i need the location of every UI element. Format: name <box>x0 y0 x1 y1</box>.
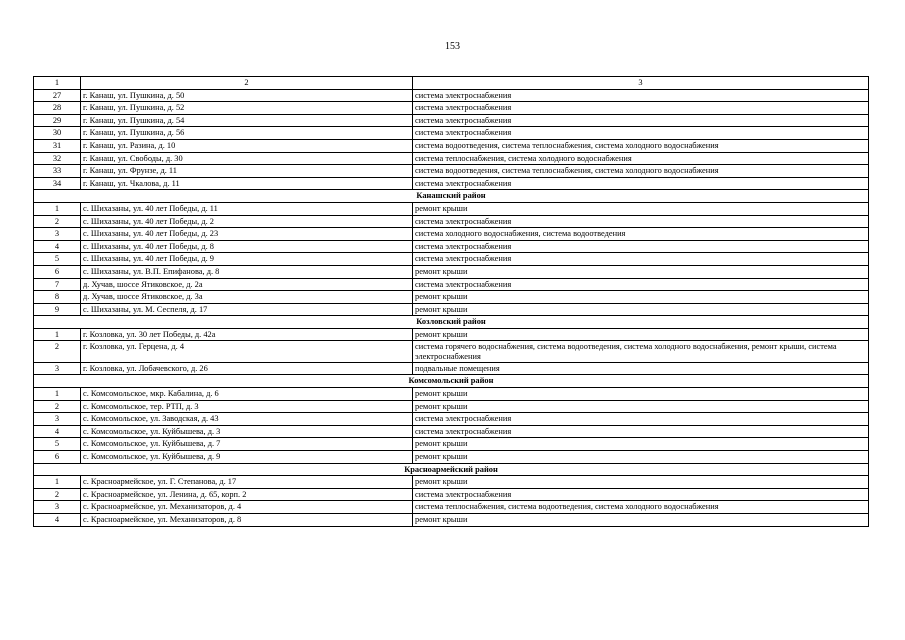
row-work-type: система горячего водоснабжения, система водоотведения, система холодного водоснабжения, ремонт крыши, система электроснабжения <box>413 341 869 362</box>
register-table <box>33 76 869 527</box>
table-row <box>34 215 869 228</box>
row-address: с. Шихазаны, ул. 40 лет Победы, д. 8 <box>81 240 413 253</box>
row-work-type: система водоотведения, система теплоснабжения, система холодного водоснабжения <box>413 139 869 152</box>
row-address: с. Красноармейское, ул. Г. Степанова, д. 17 <box>81 476 413 489</box>
row-work-type: система электроснабжения <box>413 89 869 102</box>
row-work-type: система холодного водоснабжения, система водоотведения <box>413 228 869 241</box>
row-address: г. Козловка, ул. Герцена, д. 4 <box>81 341 413 362</box>
row-address: г. Козловка, ул. Лобачевского, д. 26 <box>81 362 413 375</box>
row-work-type: система электроснабжения <box>413 253 869 266</box>
row-work-type: ремонт крыши <box>413 476 869 489</box>
row-work-type: ремонт крыши <box>413 303 869 316</box>
row-work-type: ремонт крыши <box>413 202 869 215</box>
table-row <box>34 513 869 526</box>
row-address: с. Красноармейское, ул. Механизаторов, д. 4 <box>81 501 413 514</box>
row-work-type: ремонт крыши <box>413 387 869 400</box>
row-address: г. Канаш, ул. Фрунзе, д. 11 <box>81 165 413 178</box>
column-number-1: 1 <box>34 77 81 90</box>
row-work-type: система электроснабжения <box>413 114 869 127</box>
row-address: с. Шихазаны, ул. В.П. Епифанова, д. 8 <box>81 265 413 278</box>
row-work-type: ремонт крыши <box>413 513 869 526</box>
row-number: 2 <box>34 400 81 413</box>
row-number: 4 <box>34 513 81 526</box>
table-row <box>34 450 869 463</box>
row-number: 27 <box>34 89 81 102</box>
table-row <box>34 265 869 278</box>
row-number: 34 <box>34 177 81 190</box>
table-row <box>34 240 869 253</box>
table-row <box>34 362 869 375</box>
column-number-2: 2 <box>81 77 413 90</box>
table-row <box>34 177 869 190</box>
row-address: с. Комсомольское, мкр. Кабалина, д. 6 <box>81 387 413 400</box>
district-name: Комсомольский район <box>34 375 869 388</box>
table-row <box>34 438 869 451</box>
row-address: с. Комсомольское, ул. Куйбышева, д. 9 <box>81 450 413 463</box>
table-row <box>34 413 869 426</box>
row-number: 30 <box>34 127 81 140</box>
table-row <box>34 501 869 514</box>
row-number: 1 <box>34 202 81 215</box>
table-row <box>34 228 869 241</box>
row-work-type: система электроснабжения <box>413 488 869 501</box>
table-row <box>34 291 869 304</box>
table-row <box>34 202 869 215</box>
district-heading-row <box>34 463 869 476</box>
row-number: 8 <box>34 291 81 304</box>
table-row <box>34 127 869 140</box>
row-address: г. Канаш, ул. Чкалова, д. 11 <box>81 177 413 190</box>
column-number-row <box>34 77 869 90</box>
row-address: г. Канаш, ул. Пушкина, д. 54 <box>81 114 413 127</box>
table-row <box>34 387 869 400</box>
row-address: с. Комсомольское, ул. Куйбышева, д. 7 <box>81 438 413 451</box>
row-work-type: система электроснабжения <box>413 102 869 115</box>
district-name: Козловский район <box>34 316 869 329</box>
table-row <box>34 341 869 362</box>
table-row <box>34 425 869 438</box>
row-number: 6 <box>34 265 81 278</box>
row-number: 1 <box>34 387 81 400</box>
row-number: 5 <box>34 253 81 266</box>
page-number: 153 <box>445 41 460 52</box>
row-address: с. Комсомольское, ул. Куйбышева, д. 3 <box>81 425 413 438</box>
row-address: г. Канаш, ул. Пушкина, д. 56 <box>81 127 413 140</box>
table-row <box>34 278 869 291</box>
district-heading-row <box>34 190 869 203</box>
row-number: 3 <box>34 501 81 514</box>
row-work-type: ремонт крыши <box>413 450 869 463</box>
row-number: 3 <box>34 228 81 241</box>
district-name: Канашский район <box>34 190 869 203</box>
row-number: 2 <box>34 488 81 501</box>
row-address: с. Комсомольское, тер. РТП, д. 3 <box>81 400 413 413</box>
row-work-type: система электроснабжения <box>413 127 869 140</box>
row-number: 6 <box>34 450 81 463</box>
row-address: с. Шихазаны, ул. 40 лет Победы, д. 9 <box>81 253 413 266</box>
district-name: Красноармейский район <box>34 463 869 476</box>
row-work-type: ремонт крыши <box>413 328 869 341</box>
table-row <box>34 253 869 266</box>
row-work-type: система электроснабжения <box>413 240 869 253</box>
row-work-type: ремонт крыши <box>413 291 869 304</box>
table-row <box>34 328 869 341</box>
row-work-type: система теплоснабжения, система водоотведения, система холодного водоснабжения <box>413 501 869 514</box>
row-number: 5 <box>34 438 81 451</box>
row-address: с. Шихазаны, ул. М. Сеспеля, д. 17 <box>81 303 413 316</box>
row-number: 29 <box>34 114 81 127</box>
row-work-type: система электроснабжения <box>413 177 869 190</box>
table-row <box>34 102 869 115</box>
row-address: с. Шихазаны, ул. 40 лет Победы, д. 11 <box>81 202 413 215</box>
row-work-type: система электроснабжения <box>413 215 869 228</box>
row-work-type: подвальные помещения <box>413 362 869 375</box>
row-address: г. Козловка, ул. 30 лет Победы, д. 42а <box>81 328 413 341</box>
register-table-body <box>34 77 869 527</box>
row-address: с. Шихазаны, ул. 40 лет Победы, д. 2 <box>81 215 413 228</box>
row-address: г. Канаш, ул. Пушкина, д. 52 <box>81 102 413 115</box>
column-number-3: 3 <box>413 77 869 90</box>
row-number: 2 <box>34 215 81 228</box>
row-number: 9 <box>34 303 81 316</box>
table-row <box>34 89 869 102</box>
table-row <box>34 476 869 489</box>
row-work-type: ремонт крыши <box>413 265 869 278</box>
row-address: г. Канаш, ул. Разина, д. 10 <box>81 139 413 152</box>
table-row <box>34 152 869 165</box>
table-row <box>34 165 869 178</box>
row-number: 3 <box>34 362 81 375</box>
row-number: 32 <box>34 152 81 165</box>
row-address: с. Шихазаны, ул. 40 лет Победы, д. 23 <box>81 228 413 241</box>
row-number: 3 <box>34 413 81 426</box>
district-heading-row <box>34 316 869 329</box>
row-address: д. Хучав, шоссе Ятиковское, д. 2а <box>81 278 413 291</box>
row-address: г. Канаш, ул. Свободы, д. 30 <box>81 152 413 165</box>
row-address: с. Красноармейское, ул. Механизаторов, д. 8 <box>81 513 413 526</box>
row-number: 2 <box>34 341 81 362</box>
row-number: 4 <box>34 425 81 438</box>
row-number: 33 <box>34 165 81 178</box>
table-row <box>34 139 869 152</box>
row-work-type: ремонт крыши <box>413 400 869 413</box>
row-address: д. Хучав, шоссе Ятиковское, д. 3а <box>81 291 413 304</box>
row-number: 7 <box>34 278 81 291</box>
row-work-type: ремонт крыши <box>413 438 869 451</box>
row-work-type: система теплоснабжения, система холодного водоснабжения <box>413 152 869 165</box>
table-row <box>34 114 869 127</box>
row-address: г. Канаш, ул. Пушкина, д. 50 <box>81 89 413 102</box>
row-work-type: система электроснабжения <box>413 425 869 438</box>
row-number: 28 <box>34 102 81 115</box>
row-address: с. Комсомольское, ул. Заводская, д. 43 <box>81 413 413 426</box>
row-number: 1 <box>34 328 81 341</box>
row-number: 4 <box>34 240 81 253</box>
row-number: 31 <box>34 139 81 152</box>
district-heading-row <box>34 375 869 388</box>
row-work-type: система электроснабжения <box>413 278 869 291</box>
row-work-type: система водоотведения, система теплоснабжения, система холодного водоснабжения <box>413 165 869 178</box>
row-work-type: система электроснабжения <box>413 413 869 426</box>
table-row <box>34 400 869 413</box>
row-number: 1 <box>34 476 81 489</box>
table-row <box>34 488 869 501</box>
table-row <box>34 303 869 316</box>
row-address: с. Красноармейское, ул. Ленина, д. 65, корп. 2 <box>81 488 413 501</box>
